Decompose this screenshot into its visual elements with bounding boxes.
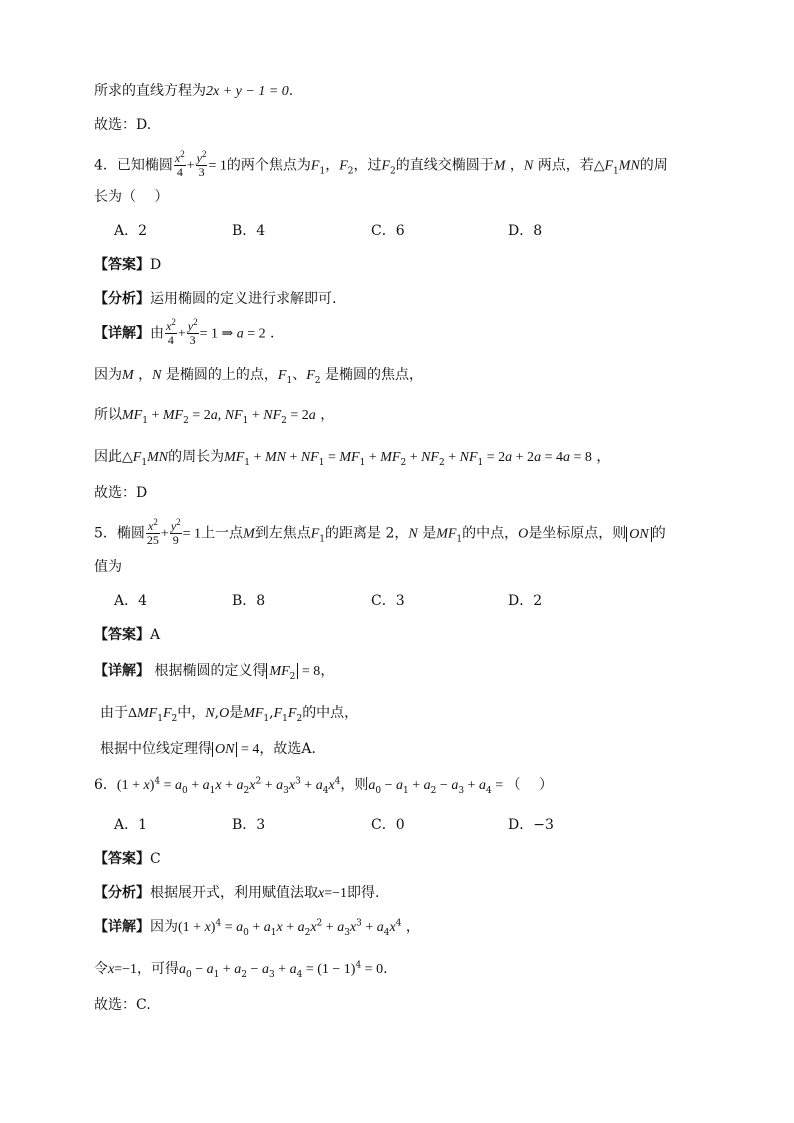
q4-detail: 【详解】由 $\frac{x^2}{4}$ + $\frac{y^2}{3}$ = 1 ⇒ a = 2 . [94,317,275,347]
text: 所以 [94,407,122,423]
q6-options [94,814,754,836]
text: 根据椭圆的定义得 [154,663,267,679]
q5-detail-2: 由于$\Delta MF_1F_2$中，N,O是$MF_1,F_1F_2$的中点， [100,705,359,724]
text: 由 [150,325,164,342]
q4-option-a: A．2 [114,223,148,239]
text: . [288,83,294,99]
text: ，过 [353,157,382,174]
q4-options [94,220,754,242]
q5-stem: 5．椭圆 $\frac{x^2}{25}$ + $\frac{y^2}{9}$ = 1上一点M到左焦点$F_1$的距离是 2，N 是$MF_1$的中点，O是坐标原点，则 ON 的 [94,517,666,547]
q4-end: 故选：D [94,485,148,501]
detail-tag: 【详解】 [94,663,150,679]
analysis-text: 根据展开式，利用赋值法取 [150,885,318,901]
text: 两点，若 [537,157,594,174]
answer-value: D [150,257,162,273]
text: 的周 [639,157,668,174]
q6-option-c: C．0 [371,817,405,833]
answer-value: C [150,851,161,867]
q4-detail-s1: 因为M ，N 是椭圆的上的点，$F_1$、$F_2$ 是椭圆的焦点， [94,367,423,386]
detail-tag: 【详解】 [94,325,150,342]
q6-detail-2: 令x=−1，可得$a_0 - a_1 + a_2 - a_3 + a_4 = (1 - 1)^4 = 0$. [94,960,388,980]
text: （ ） [506,777,554,793]
q5-detail: 【详解】 根据椭圆的定义得 $MF_2 = 8$， [94,663,335,682]
answer-tag: 【答案】 [94,627,150,643]
answer-tag: 【答案】 [94,257,150,273]
analysis-tag: 【分析】 [94,885,150,901]
text: 是 [422,525,437,542]
q6-stem: 6．$(1 + x)^4 = a_0 + a_1x + a_2x^2 + a_3x^3 + a_4x^4$，则$a_0 - a_1 + a_2 - a_3 + a_4$ = （ ） [94,776,554,796]
analysis-tag: 【分析】 [94,291,150,307]
q4-number: 4．已知椭圆 [94,157,173,174]
q4-stem: 4．已知椭圆 $\frac{x^2}{4}$ + $\frac{y^2}{3}$ = 1的两个焦点为$F_1$，$F_2$，过$F_2$的直线交椭圆于M ，N 两点，若$\triangle F_1MN$的周 [94,149,668,179]
q4-analysis [94,288,754,310]
q4-detail-s2: 所以$MF_1 + MF_2 = 2a$, $NF_1 + NF_2 = 2a$ ， [94,407,335,426]
text: 是椭圆的焦点， [324,367,423,383]
text: 令 [94,961,108,977]
text: 的 [651,525,666,542]
prev-solution-line [94,80,754,103]
q5-options [94,590,754,612]
q6-option-b: B．3 [232,817,266,833]
q6-answer [94,848,754,870]
q5-option-d: D．2 [508,593,543,609]
q4-option-b: B．4 [232,223,266,239]
q6-number: 6． [94,777,117,793]
q4-option-c: C．6 [371,223,405,239]
text: 的距离是 2， [325,525,409,542]
text: ，则 [340,777,369,793]
answer-tag: 【答案】 [94,851,150,867]
text: 是 [229,705,244,721]
text: ，可得 [137,961,180,977]
text: 根据中位线定理得 [100,741,212,757]
q5-stem-cont: 值为 [94,559,122,575]
math-frac: $\frac{x^2}{4}$ [174,149,185,179]
text: 的周长为 [168,449,225,465]
q5-answer [94,624,754,646]
math-frac: $\frac{y^2}{9}$ [170,517,181,547]
math-frac: $\frac{y^2}{3}$ [187,317,198,347]
math-frac: $\frac{x^2}{25}$ [146,517,159,547]
answer-value: A [150,627,161,643]
text: 的直线交椭圆于 [395,157,494,174]
q6-analysis: 【分析】根据展开式，利用赋值法取x=−1即得. [94,885,380,901]
math: 2x + y − 1 = 0 [206,84,289,99]
text: 是椭圆的上的点， [165,367,278,383]
q5-detail-3: 根据中位线定理得 ON = 4，故选A． [100,741,326,757]
prev-conclusion: 故选：D. [94,117,152,133]
math-frac: $\frac{y^2}{3}$ [196,149,207,179]
text: 因为 [150,919,178,935]
q4-answer [94,254,754,276]
q4-stem-cont: 长为（ ） [94,189,169,205]
text: 因为 [94,367,122,383]
q6-end: 故选：C. [94,997,151,1013]
q5-option-a: A．4 [114,593,148,609]
q6-option-d: D．−3 [508,817,554,833]
q5-option-c: C．3 [371,593,405,609]
detail-tag: 【详解】 [94,919,150,935]
text: 的两个焦点为 [226,157,311,174]
q6-option-a: A．1 [114,817,148,833]
q4-detail-s3: 因此$\triangle F_1MN$的周长为$MF_1$ + MN + $NF_1 = MF_1 + MF_2 + NF_2 + NF_1 = 2a + 2a = 4a = 8$ ， [94,449,611,468]
math-frac: $\frac{x^2}{4}$ [166,317,176,347]
q5-number: 5．椭圆 [94,525,145,542]
q4-option-d: D．8 [508,223,543,239]
analysis-text: 运用椭圆的定义进行求解即可. [150,291,337,307]
text: 是坐标原点，则 [528,525,627,542]
text: 中， [177,705,206,721]
text: 因此 [94,449,122,465]
text: 到左焦点 [254,525,311,542]
text: 的中点， [302,705,359,721]
q6-detail: 【详解】因为$(1 + x)^4 = a_0 + a_1x + a_2x^2 + a_3x^3 + a_4x^4$ ， [94,918,420,938]
text: 即得. [347,885,380,901]
text: 所求的直线方程为 [94,83,206,99]
text: ，故选A． [259,741,326,757]
q5-option-b: B．8 [232,593,266,609]
text: 上一点 [201,525,244,542]
text: 由于 [100,705,128,721]
text: 的中点， [462,525,519,542]
